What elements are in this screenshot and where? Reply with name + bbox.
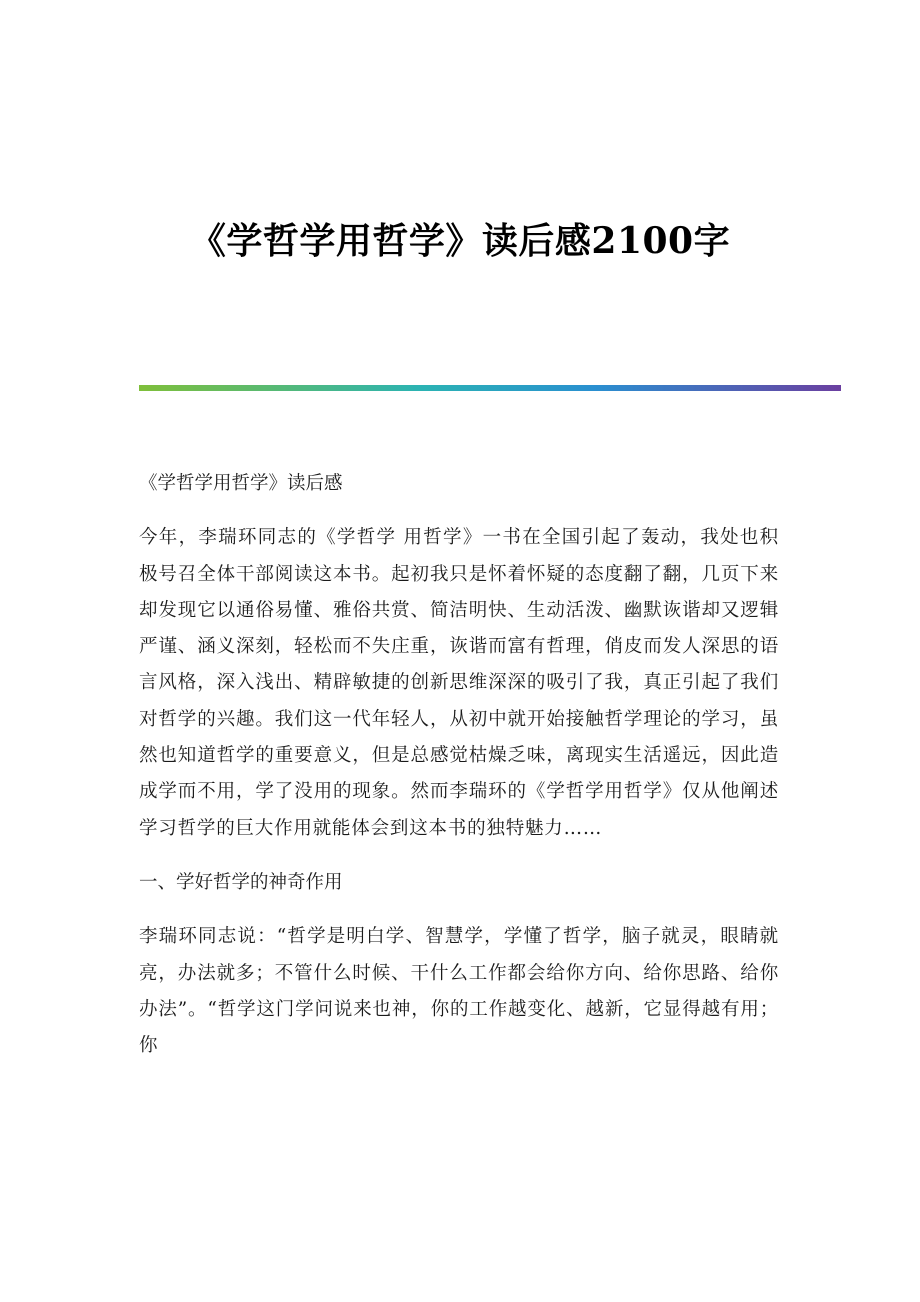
section-heading: 一、学好哲学的神奇作用: [139, 871, 343, 893]
document-body: [139, 466, 779, 1082]
title-divider-bar: [139, 385, 841, 391]
paragraph-quote: 李瑞环同志说：“哲学是明白学、智慧学，学懂了哲学，脑子就灵，眼睛就亮，办法就多；不管什么时候、干什么工作都会给你方向、给你思路、给你办法”。“哲学这门学问说来也神，你的工作越变化、越新，它显得越有用；你: [139, 926, 779, 1057]
subtitle-heading: 《学哲学用哲学》读后感: [139, 473, 343, 494]
paragraph-intro: 今年，李瑞环同志的《学哲学 用哲学》一书在全国引起了轰动，我处也积极号召全体干部阅读这本书。起初我只是怀着怀疑的态度翻了翻，几页下来却发现它以通俗易懂、雅俗共赏、简洁明快、生动活泼、幽默诙谐却又逻辑严谨、涵义深刻，轻松而不失庄重，诙谐而富有哲理，俏皮而发人深思的语言风格，深入浅出、精辟敏捷的创新思维深深的吸引了我，真正引起了我们对哲学的兴趣。我们这一代年轻人，从初中就开始接触哲学理论的学习，虽然也知道哲学的重要意义，但是总感觉枯燥乏味，离现实生活遥远，因此造成学而不用，学了没用的现象。然而李瑞环的《学哲学用哲学》仅从他阐述学习哲学的巨大作用就能体会到这本书的独特魅力……: [139, 527, 779, 839]
page-title: 《学哲学用哲学》读后感2100字: [189, 220, 731, 262]
